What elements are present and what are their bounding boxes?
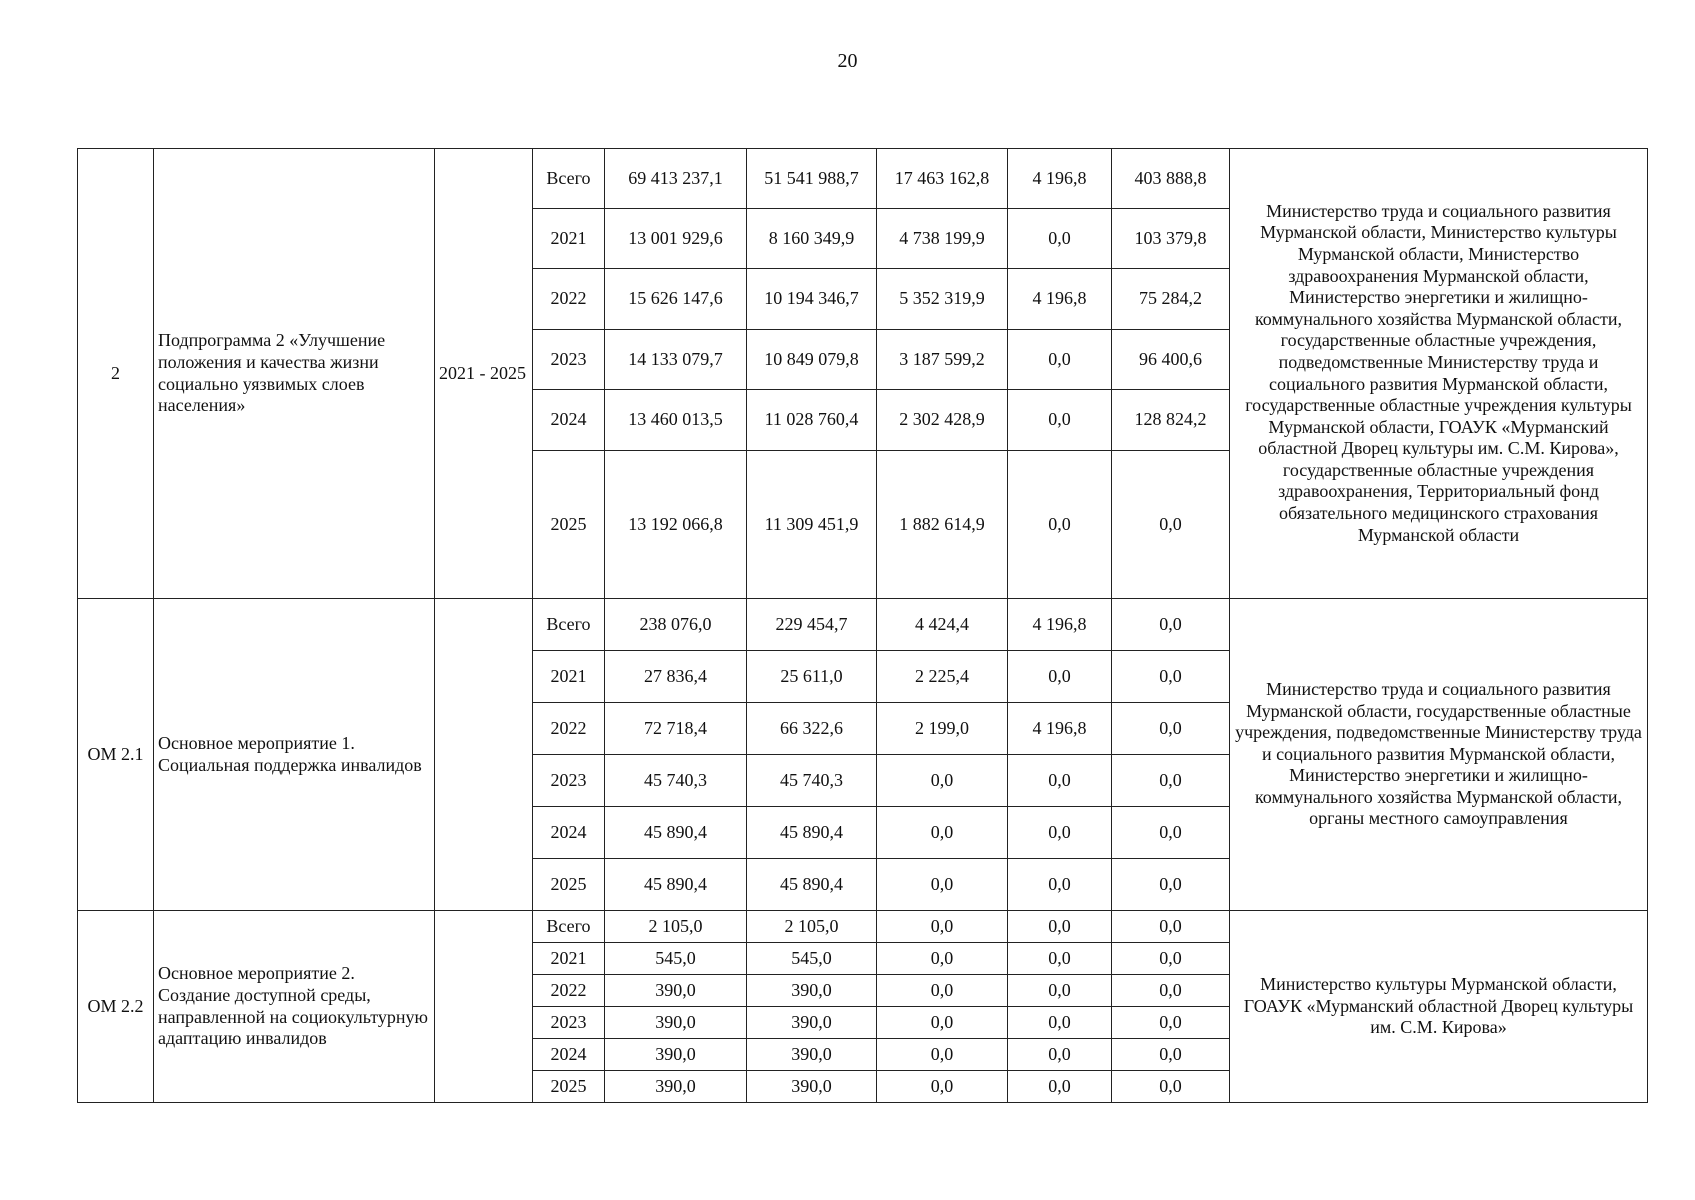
cell-value-5: 75 284,2 — [1112, 269, 1230, 330]
cell-value-4: 0,0 — [1008, 390, 1112, 451]
cell-value-4: 0,0 — [1008, 859, 1112, 911]
cell-total: 15 626 147,6 — [605, 269, 747, 330]
cell-value-3: 4 424,4 — [877, 599, 1008, 651]
row-year: 2021 — [533, 651, 605, 703]
cell-value-2: 2 105,0 — [747, 911, 877, 943]
cell-value-5: 0,0 — [1112, 651, 1230, 703]
table-row — [78, 599, 1648, 651]
row-year: 2021 — [533, 209, 605, 269]
table-row — [78, 149, 1648, 209]
cell-total: 390,0 — [605, 975, 747, 1007]
cell-value-3: 0,0 — [877, 755, 1008, 807]
cell-value-3: 0,0 — [877, 911, 1008, 943]
cell-value-4: 0,0 — [1008, 1007, 1112, 1039]
cell-value-3: 0,0 — [877, 1007, 1008, 1039]
cell-value-2: 8 160 349,9 — [747, 209, 877, 269]
cell-value-2: 229 454,7 — [747, 599, 877, 651]
row-year: 2024 — [533, 390, 605, 451]
section-code: ОМ 2.2 — [78, 911, 154, 1103]
cell-value-5: 0,0 — [1112, 943, 1230, 975]
section-period — [435, 599, 533, 911]
cell-value-5: 0,0 — [1112, 451, 1230, 599]
cell-total: 390,0 — [605, 1007, 747, 1039]
cell-value-5: 0,0 — [1112, 859, 1230, 911]
row-year: Всего — [533, 911, 605, 943]
section-executors: Министерство культуры Мурманской области, ГОАУК «Мурманский областной Дворец культуры им. С.М. Кирова» — [1230, 911, 1648, 1103]
cell-value-2: 10 194 346,7 — [747, 269, 877, 330]
row-year: 2022 — [533, 269, 605, 330]
cell-value-2: 390,0 — [747, 1039, 877, 1071]
cell-value-2: 51 541 988,7 — [747, 149, 877, 209]
cell-value-3: 0,0 — [877, 1039, 1008, 1071]
cell-total: 69 413 237,1 — [605, 149, 747, 209]
section-executors: Министерство труда и социального развития Мурманской области, Министерство культуры Мурманской области, Министерство здравоохранения Мурманской области, Министерство энергетики и жилищно-коммунального хозяйства Мурманской области, государственные областные учреждения, подведомственные Министерству труда и социального развития Мурманской области, государственные областные учреждения культуры Мурманской области, ГОАУК «Мурманский областной Дворец культуры им. С.М. Кирова», государственные областные учреждения здравоохранения, Территориальный фонд обязательного медицинского страхования Мурманской области — [1230, 149, 1648, 599]
cell-value-4: 4 196,8 — [1008, 703, 1112, 755]
cell-total: 13 192 066,8 — [605, 451, 747, 599]
section-name: Подпрограмма 2 «Улучшение положения и качества жизни социально уязвимых слоев населения» — [154, 149, 435, 599]
page-number: 20 — [837, 50, 858, 72]
cell-value-2: 545,0 — [747, 943, 877, 975]
cell-value-3: 5 352 319,9 — [877, 269, 1008, 330]
cell-value-2: 45 890,4 — [747, 859, 877, 911]
row-year: 2022 — [533, 703, 605, 755]
cell-value-5: 403 888,8 — [1112, 149, 1230, 209]
cell-value-5: 103 379,8 — [1112, 209, 1230, 269]
row-year: 2024 — [533, 1039, 605, 1071]
row-year: 2023 — [533, 1007, 605, 1039]
cell-value-2: 390,0 — [747, 975, 877, 1007]
cell-total: 13 001 929,6 — [605, 209, 747, 269]
row-year: Всего — [533, 599, 605, 651]
cell-total: 545,0 — [605, 943, 747, 975]
row-year: 2025 — [533, 451, 605, 599]
cell-total: 45 740,3 — [605, 755, 747, 807]
cell-value-3: 0,0 — [877, 807, 1008, 859]
cell-value-4: 4 196,8 — [1008, 599, 1112, 651]
row-year: 2021 — [533, 943, 605, 975]
cell-value-5: 0,0 — [1112, 703, 1230, 755]
row-year: 2022 — [533, 975, 605, 1007]
cell-value-2: 11 028 760,4 — [747, 390, 877, 451]
section-code: 2 — [78, 149, 154, 599]
section-code: ОМ 2.1 — [78, 599, 154, 911]
cell-value-4: 0,0 — [1008, 807, 1112, 859]
cell-value-2: 390,0 — [747, 1007, 877, 1039]
cell-value-4: 0,0 — [1008, 1039, 1112, 1071]
cell-value-4: 0,0 — [1008, 451, 1112, 599]
cell-value-3: 2 225,4 — [877, 651, 1008, 703]
table-row — [78, 911, 1648, 943]
cell-total: 238 076,0 — [605, 599, 747, 651]
cell-value-3: 2 199,0 — [877, 703, 1008, 755]
section-executors: Министерство труда и социального развития Мурманской области, государственные областные учреждения, подведомственные Министерству труда и социального развития Мурманской области, Министерство энергетики и жилищно-коммунального хозяйства Мурманской области, органы местного самоуправления — [1230, 599, 1648, 911]
cell-value-3: 1 882 614,9 — [877, 451, 1008, 599]
cell-total: 45 890,4 — [605, 807, 747, 859]
cell-total: 390,0 — [605, 1039, 747, 1071]
cell-value-4: 0,0 — [1008, 330, 1112, 390]
row-year: 2023 — [533, 755, 605, 807]
cell-value-2: 45 740,3 — [747, 755, 877, 807]
cell-value-5: 0,0 — [1112, 975, 1230, 1007]
cell-value-2: 390,0 — [747, 1071, 877, 1103]
cell-value-2: 45 890,4 — [747, 807, 877, 859]
cell-total: 72 718,4 — [605, 703, 747, 755]
cell-value-2: 66 322,6 — [747, 703, 877, 755]
cell-value-4: 0,0 — [1008, 975, 1112, 1007]
cell-value-3: 0,0 — [877, 1071, 1008, 1103]
row-year: 2025 — [533, 1071, 605, 1103]
cell-value-5: 128 824,2 — [1112, 390, 1230, 451]
row-year: Всего — [533, 149, 605, 209]
row-year: 2023 — [533, 330, 605, 390]
cell-value-3: 0,0 — [877, 943, 1008, 975]
cell-value-3: 0,0 — [877, 975, 1008, 1007]
cell-value-5: 96 400,6 — [1112, 330, 1230, 390]
cell-value-2: 25 611,0 — [747, 651, 877, 703]
cell-value-5: 0,0 — [1112, 807, 1230, 859]
budget-table — [77, 148, 1648, 1103]
cell-value-3: 4 738 199,9 — [877, 209, 1008, 269]
cell-value-4: 0,0 — [1008, 1071, 1112, 1103]
cell-total: 2 105,0 — [605, 911, 747, 943]
cell-total: 390,0 — [605, 1071, 747, 1103]
cell-value-4: 0,0 — [1008, 209, 1112, 269]
cell-total: 45 890,4 — [605, 859, 747, 911]
cell-value-4: 0,0 — [1008, 911, 1112, 943]
cell-value-4: 0,0 — [1008, 651, 1112, 703]
cell-value-2: 10 849 079,8 — [747, 330, 877, 390]
cell-value-5: 0,0 — [1112, 1039, 1230, 1071]
section-period — [435, 911, 533, 1103]
cell-value-4: 4 196,8 — [1008, 149, 1112, 209]
cell-value-5: 0,0 — [1112, 1071, 1230, 1103]
cell-value-3: 2 302 428,9 — [877, 390, 1008, 451]
cell-value-5: 0,0 — [1112, 599, 1230, 651]
cell-total: 27 836,4 — [605, 651, 747, 703]
cell-value-3: 17 463 162,8 — [877, 149, 1008, 209]
cell-value-4: 0,0 — [1008, 943, 1112, 975]
cell-value-5: 0,0 — [1112, 911, 1230, 943]
cell-value-2: 11 309 451,9 — [747, 451, 877, 599]
cell-value-3: 3 187 599,2 — [877, 330, 1008, 390]
cell-value-4: 4 196,8 — [1008, 269, 1112, 330]
section-name: Основное мероприятие 1. Социальная поддержка инвалидов — [154, 599, 435, 911]
row-year: 2024 — [533, 807, 605, 859]
cell-value-3: 0,0 — [877, 859, 1008, 911]
cell-total: 14 133 079,7 — [605, 330, 747, 390]
row-year: 2025 — [533, 859, 605, 911]
cell-value-4: 0,0 — [1008, 755, 1112, 807]
cell-value-5: 0,0 — [1112, 1007, 1230, 1039]
cell-total: 13 460 013,5 — [605, 390, 747, 451]
budget-sheet — [77, 148, 1647, 1103]
section-name: Основное мероприятие 2. Создание доступной среды, направленной на социокультурную адаптацию инвалидов — [154, 911, 435, 1103]
section-period: 2021 - 2025 — [435, 149, 533, 599]
cell-value-5: 0,0 — [1112, 755, 1230, 807]
